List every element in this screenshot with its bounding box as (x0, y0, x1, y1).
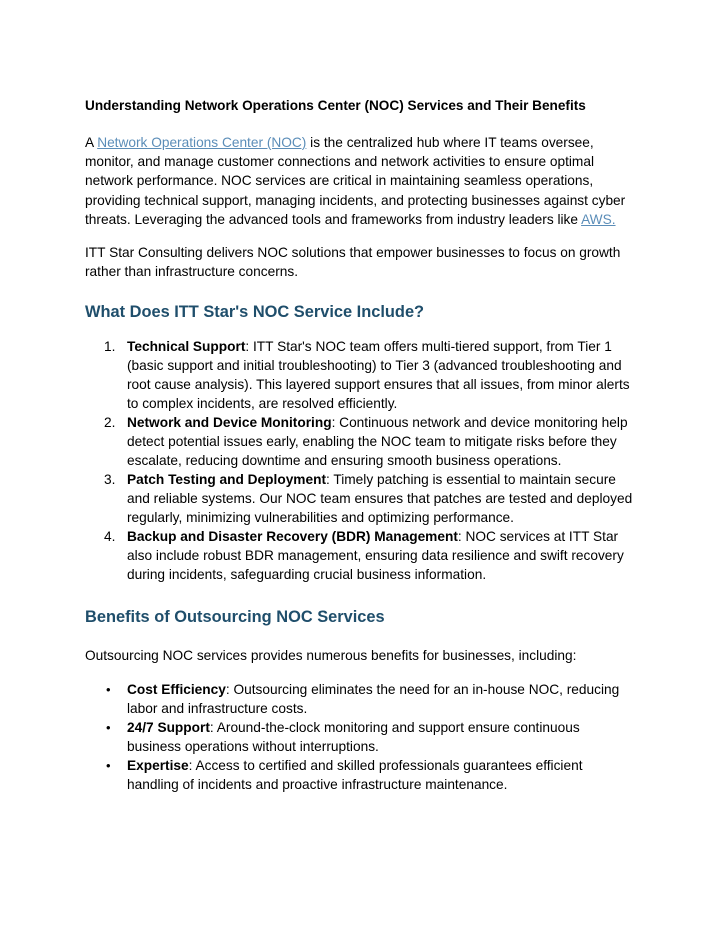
bullet-icon: • (106, 757, 111, 773)
intro-body: is the centralized hub where IT teams oversee, monitor, and manage customer connections and network activities to ensure optimal network performance. NOC services are critical in maintaining seamless operations, providing technical support, managing incidents, and protecting businesses against cyber threats. Leveraging the advanced tools and frameworks from industry leaders like (85, 135, 626, 227)
list-item (85, 470, 637, 527)
list-item (85, 527, 637, 584)
item-term: 24/7 Support (127, 719, 210, 735)
benefits-list (85, 680, 637, 794)
bullet-icon: • (106, 719, 111, 735)
aws-link[interactable]: AWS. (581, 211, 616, 227)
item-description: : Outsourcing eliminates the need for an in-house NOC, reducing labor and infrastructure costs. (127, 681, 620, 716)
item-description: : Continuous network and device monitoring help detect potential issues early, enabling the NOC team to mitigate risks before they escalate, reducing downtime and ensuring smooth business operations. (127, 415, 628, 469)
section-heading-benefits: Benefits of Outsourcing NOC Services (85, 608, 385, 627)
item-description: : NOC services at ITT Star also include robust BDR management, ensuring data resilience and swift recovery during incidents, safeguarding crucial business information. (127, 529, 624, 583)
item-term: Expertise (127, 757, 189, 773)
item-term: Backup and Disaster Recovery (BDR) Management (127, 529, 458, 545)
item-term: Cost Efficiency (127, 681, 226, 697)
list-number: 3. (104, 472, 116, 488)
item-description: : Around-the-clock monitoring and support ensure continuous business operations without interruptions. (127, 719, 580, 754)
noc-services-list (85, 337, 637, 584)
list-number: 4. (104, 529, 116, 545)
list-item (85, 680, 637, 718)
intro-paragraph (85, 133, 637, 229)
list-item (85, 718, 637, 756)
item-description: : ITT Star's NOC team offers multi-tiered support, from Tier 1 (basic support and initial troubleshooting) to Tier 3 (advanced troubleshooting and root cause analysis). This layered support ensures that all issues, from minor alerts to complex incidents, are resolved efficiently. (127, 339, 630, 412)
list-number: 2. (104, 415, 116, 431)
item-description: : Access to certified and skilled professionals guarantees efficient handling of incidents and proactive infrastructure maintenance. (127, 757, 583, 792)
list-item (85, 413, 637, 470)
item-description: : Timely patching is essential to maintain secure and reliable systems. Our NOC team ensures that patches are tested and deployed regularly, minimizing vulnerabilities and optimizing performance. (127, 472, 633, 526)
item-term: Network and Device Monitoring (127, 415, 332, 431)
list-item (85, 756, 637, 794)
document-title: Understanding Network Operations Center (NOC) Services and Their Benefits (85, 98, 586, 113)
document-page (85, 96, 637, 794)
item-term: Technical Support (127, 339, 246, 355)
intro-prefix: A (85, 135, 98, 150)
item-term: Patch Testing and Deployment (127, 472, 327, 488)
noc-link[interactable]: Network Operations Center (NOC) (97, 135, 307, 150)
itt-star-paragraph: ITT Star Consulting delivers NOC solutions that empower businesses to focus on growth rather than infrastructure concerns. (85, 245, 621, 280)
section-heading-noc-services: What Does ITT Star's NOC Service Include? (85, 303, 425, 322)
benefits-intro: Outsourcing NOC services provides numerous benefits for businesses, including: (85, 648, 577, 664)
bullet-icon: • (106, 681, 111, 697)
list-number: 1. (104, 339, 116, 355)
list-item (85, 337, 637, 413)
